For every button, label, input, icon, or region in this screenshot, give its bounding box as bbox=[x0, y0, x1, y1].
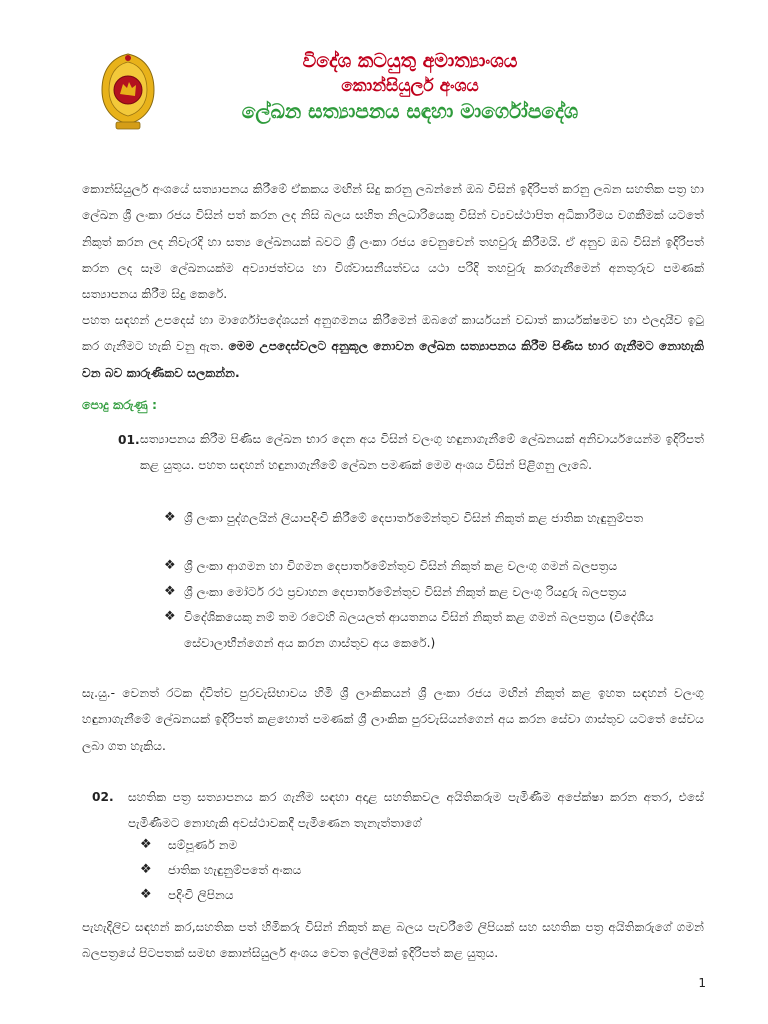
list-item bbox=[140, 832, 540, 858]
item-number-02: 02. bbox=[92, 790, 114, 804]
instructions-bold-warning: මෙම උපදෙස්වලට අනුකූල නොවන ලේඛන සත්‍යාපනය කිරීම පිණිස භාර ගැනීමට නොහැකි වන බව කාරුණිකව සලකන්න. bbox=[82, 339, 705, 380]
list-item-text: ශ්‍රී ලංකා ආගමන හා විගමන දෙපාර්තමේන්තුව විසින් නිකුත් කළ වලංගු ගමන් බලපත්‍රය bbox=[184, 559, 618, 573]
division-title: කොන්සියුලර් අංශය bbox=[341, 76, 479, 96]
note-paragraph: සැ.යු.- වෙනත් රටක ද්විත්ව පුරවැසිභාවය හිමි ශ්‍රී ලාංකිකයන් ශ්‍රී ලංකා රජය මඟින් නිකුත් කළ ඉහත සඳහන් වලංගු හඳුනාගැනීමේ ලේඛනයක් ඉදිරිපත් කළහොත් පමණක් ශ්‍රී ලාංකික පුරවැසියන්ගෙන් අය කරන සේවා ගාස්තුව යටතේ සේවය ලබා ගත හැකිය. bbox=[82, 686, 704, 753]
intro-paragraph: කොන්සියුලර් අංශයේ සත්‍යාපනය කිරීමේ ඒකකය මඟින් සිදු කරනු ලබන්නේ ඔබ විසින් ඉදිරිපත් කරනු ලබන සහතික පත්‍ර හා ලේඛන ශ්‍රී ලංකා රජය විසින් පත් කරන ලද නිසි බලය සහිත නිලධාරියෙකු විසින් ව්‍යවස්ථාපිත අධිකාරිමය වගකීමක් යටතේ නිකුත් කරන ලද නිවැරදි හා සත්‍ය ලේඛනයක් බවට ශ්‍රී ලංකා රජය වෙනුවෙන් තහවුරු කිරීමයි. ඒ අනුව ඔබ විසින් ඉදිරිපත් කරන ලද සෑම ලේඛනයක්ම අව්‍යාජත්වය හා විශ්වාසනීයත්වය යථා පරිදි තහවුරු කරගැනීමෙන් අනතුරුව පමණක් සත්‍යාපනය කිරීම සිදු කෙරේ. bbox=[82, 182, 704, 302]
list-item-text: ශ්‍රී ලංකා මෝටර් රථ ප්‍රවාහන දෙපාර්තමේන්තුව විසින් නිකුත් කළ වලංගු රියදුරු බලපත්‍රය bbox=[184, 585, 627, 599]
instructions-text: පහත සඳහන් උපදෙස් හා මාර්ගෝපදේශයන් අනුගමනය කිරීමෙන් ඔබගේ කාර්යයන් වඩාත් කාර්යක්ෂමව හා ඵලදායීව ඉටු කර ගැනීමට හැකි වනු ඇත. bbox=[82, 313, 704, 354]
diamond-bullet-icon: ❖ bbox=[164, 510, 176, 525]
document-title: ලේඛන සත්‍යාපනය සඳහා මාර්ගෝපදේශ bbox=[241, 99, 579, 123]
list-item bbox=[164, 505, 704, 559]
page-number: 1 bbox=[698, 976, 706, 990]
list-item bbox=[164, 604, 704, 656]
ministry-title: විදේශ කටයුතු අමාත්‍යාංශය bbox=[302, 50, 518, 72]
diamond-bullet-icon: ❖ bbox=[164, 584, 176, 599]
item-number-01: 01. bbox=[118, 433, 140, 447]
diamond-bullet-icon: ❖ bbox=[140, 887, 152, 902]
list-item-text: සම්පූර්ණ නම bbox=[168, 838, 238, 852]
list-item bbox=[164, 553, 704, 579]
diamond-bullet-icon: ❖ bbox=[164, 558, 176, 573]
list-item-text: ජාතික හැඳුනුම්පතේ අංකය bbox=[168, 863, 302, 877]
instructions-paragraph bbox=[82, 307, 704, 386]
list-item bbox=[140, 857, 540, 883]
diamond-bullet-icon: ❖ bbox=[140, 862, 152, 877]
list-item-text: විදේශිකයෙකු නම් තම රටෙහි බලයලත් ආයතනය විසින් නිකුත් කළ ගමන් බලපත්‍රය (විදේශීය සේවාලාභීන්ගෙන් අය කරන ගාස්තුව අය කෙරේ.) bbox=[184, 610, 654, 651]
list-item-text: ශ්‍රී ලංකා පුද්ගලයින් ලියාපදිංචි කිරීමේ දෙපාර්තමේන්තුව විසින් නිකුත් කළ ජාතික හැඳුනුම්පත bbox=[184, 511, 644, 525]
diamond-bullet-icon: ❖ bbox=[164, 609, 176, 624]
item-01-text: සත්‍යාපනය කිරීම පිණිස ලේඛන භාර දෙන අය විසින් වලංගු හඳුනාගැනීමේ ලේඛනයක් අනිවාර්යයෙන්ම ඉදිරිපත් කළ යුතුය. පහත සඳහන් හඳුනාගැනීමේ ලේඛන පමණක් මෙම අංශය විසින් පිළිගනු ලැබේ. bbox=[140, 432, 704, 473]
emblem-of-sri-lanka-icon bbox=[98, 52, 158, 132]
general-points-heading: පොදු කරුණු : bbox=[82, 397, 157, 412]
item-02-text: සහතික පත්‍ර සත්‍යාපනය කර ගැනීම සඳහා අදාළ සහතිකවල අයිතිකරුම පැමිණීම අපේක්ෂා කරන අතර, එසේ පැමිණීමට නොහැකි අවස්ථාවකදී පැමිණෙන තැනැත්තාගේ bbox=[128, 790, 704, 831]
list-item bbox=[164, 579, 704, 605]
list-item bbox=[140, 882, 540, 908]
authorization-paragraph: පැහැදිලිව සඳහන් කර,සහතික පත් හිමිකරු විසින් නිකුත් කළ බලය පැවරීමේ ලිපියක් සහ සහතික පත්‍ර අයිතිකරුගේ ගමන් බලපත්‍රයේ පිටපතක් සමඟ කොන්සියුලර් අංශය වෙත ඉල්ලීමක් ඉදිරිපත් කළ යුතුය. bbox=[82, 920, 704, 961]
list-item-text: පදිංචි ලිපිනය bbox=[168, 888, 234, 902]
diamond-bullet-icon: ❖ bbox=[140, 837, 152, 852]
